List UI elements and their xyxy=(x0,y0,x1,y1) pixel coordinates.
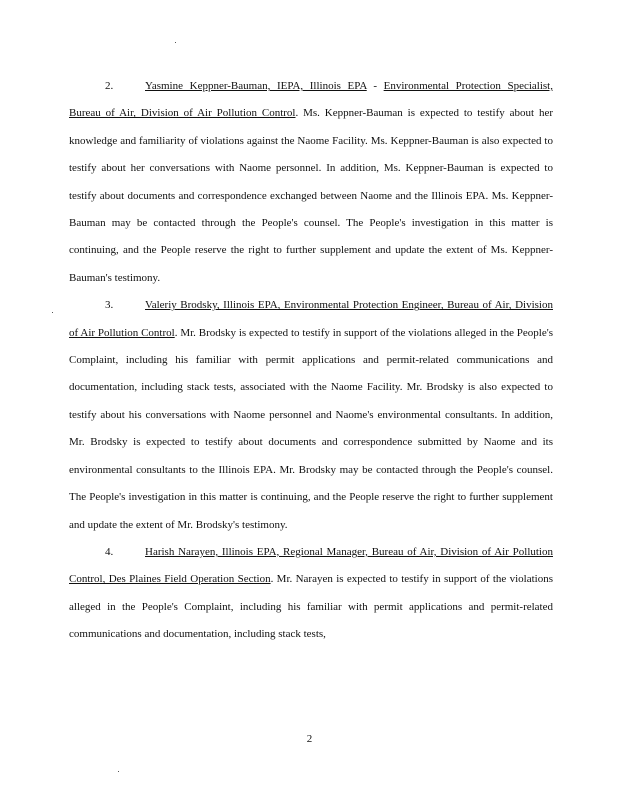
paragraph-body: . Mr. Brodsky is expected to testify in support of the violations alleged in the People's Complaint, including his familiar with permit applications and permit-related communications and documentation, including stack tests, associated with the Naome Facility. Mr. Brodsky is also expected to testify about his conversations with Naome personnel and Naome's environmental consultants. In addition, Mr. Brodsky is expected to testify about documents and correspondence submitted by Naome and its environmental consultants to the Illinois EPA. Mr. Brodsky may be contacted through the People's counsel. The People's investigation in this matter is continuing, and the People reserve the right to further supplement and update the extent of Mr. Brodsky's testimony. xyxy=(69,326,553,531)
witness-heading: Harish Narayen, Illinois EPA, Regional Manager, Bureau of Air, Division of Air Pollution Control, Des Plaines Field Operation Section xyxy=(69,545,553,586)
paragraph-4 xyxy=(69,539,553,649)
page-number: 2 xyxy=(306,733,313,745)
witness-heading: Valeriy Brodsky, Illinois EPA, Environmental Protection Engineer, Bureau of Air, Division of Air Pollution Control xyxy=(69,299,553,339)
paragraph-2 xyxy=(69,73,553,292)
paragraph-body: . Mr. Narayen is expected to testify in support of the violations alleged in the People's Complaint, including his familiar with permit applications and permit-related communications and documentation, including stack tests, xyxy=(69,573,554,641)
paragraph-body: . Ms. Keppner-Bauman is expected to testify about her knowledge and familiarity of violations against the Naome Facility. Ms. Keppner-Bauman is also expected to testify about her conversations with Naome personnel. In addition, Ms. Keppner-Bauman is expected to testify about documents and correspondence exchanged between Naome and the Illinois EPA. Ms. Keppner-Bauman may be contacted through the People's counsel. The People's investigation in this matter is continuing, and the People reserve the right to further supplement and update the extent of Ms. Keppner-Bauman's testimony. xyxy=(69,107,553,284)
paragraph-number: 2. xyxy=(105,80,114,92)
witness-heading: Yasmine Keppner-Bauman, IEPA, Illinois EPA xyxy=(145,80,367,92)
witness-title: Environmental Protection Specialist, Bureau of Air, Division of Air Pollution Control xyxy=(69,80,553,120)
scan-speck xyxy=(118,771,119,772)
scan-speck xyxy=(175,42,176,43)
paragraph-number: 4. xyxy=(105,545,114,558)
paragraph-3 xyxy=(69,292,553,539)
scan-speck xyxy=(52,312,53,313)
heading-separator: - xyxy=(366,80,384,92)
paragraph-number: 3. xyxy=(105,299,114,312)
document-body xyxy=(69,73,553,649)
